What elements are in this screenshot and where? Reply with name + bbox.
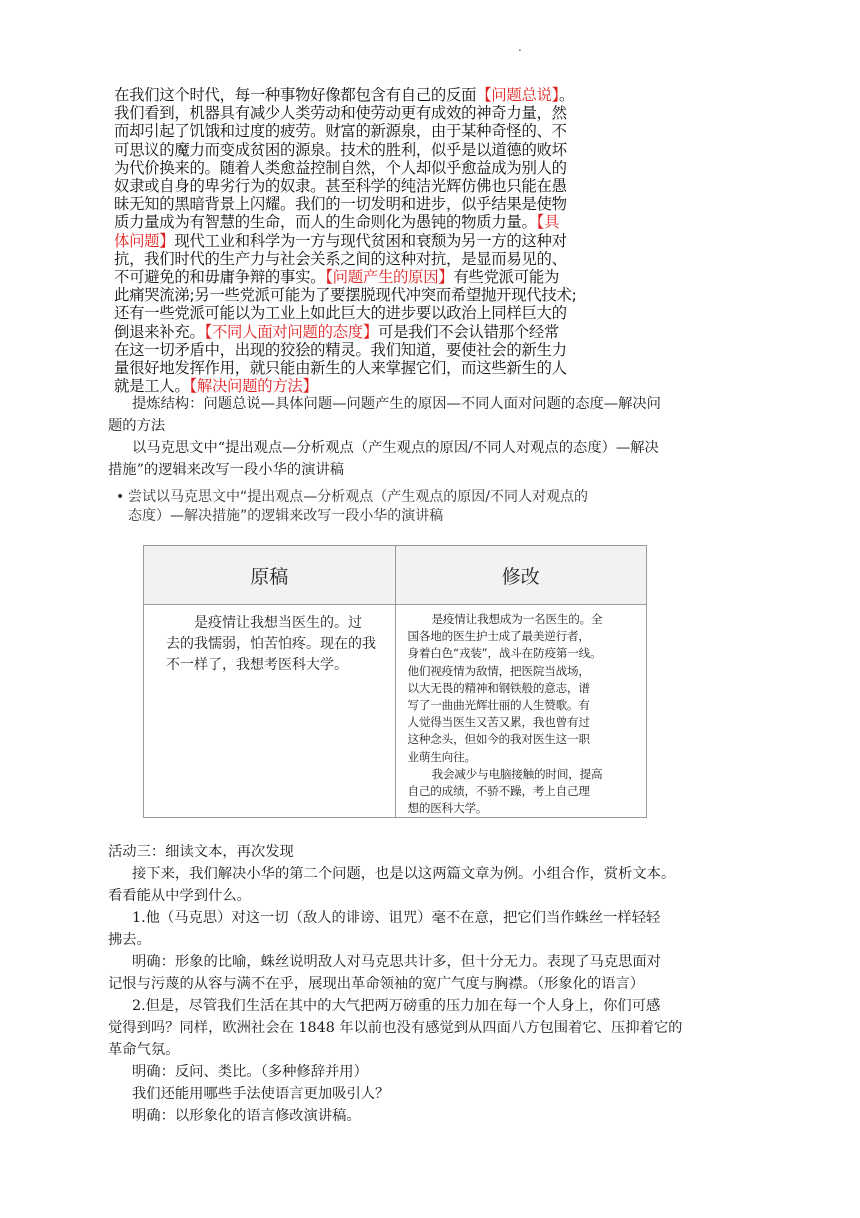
body-line: 接下来，我们解决小华的第二个问题，也是以这两篇文章为例。小组合作，赏析文本。 [132, 866, 676, 882]
revision-header: 修改 [395, 546, 647, 605]
excerpt-line [114, 104, 654, 122]
revision-line: 以大无畏的精神和钢铁般的意志，谱 [407, 680, 590, 695]
original-line: 去的我懦弱，怕苦怕疼。现在的我 [166, 636, 376, 652]
answer-1-line: 记恨与污蔑的从容与满不在乎，展现出革命领袖的宽广气度与胸襟。（形象化的语言） [108, 976, 645, 992]
excerpt-text: 我们看到，机器具有减少人类劳动和使劳动更有成效的神奇力量，然 [114, 104, 567, 123]
structure-annotation: 【具 [536, 213, 560, 232]
answer-2-line: 明确：反问、类比。（多种修辞并用） [132, 1064, 368, 1080]
header-mark: . [518, 40, 522, 54]
question-3-line: 我们还能用哪些手法使语言更加吸引人？ [132, 1086, 390, 1102]
question-2-line: 觉得到吗？同样，欧洲社会在 1848 年以前也没有感觉到从四面八方包围着它、压抑着它的 [108, 1020, 683, 1036]
revision-line: 他们视疫情为敌情，把医院当战场， [407, 663, 590, 678]
excerpt-line [114, 323, 654, 341]
excerpt-text: 在我们这个时代，每一种事物好像都包含有自己的反面 [114, 86, 477, 104]
excerpt-line [114, 359, 654, 377]
task-line-1: 以马克思文中“提出观点—分析观点（产生观点的原因/不同人对观点的态度）—解决 [132, 440, 659, 456]
excerpt-text: 量很好地发挥作用，就只能由新生的人来掌握它们，而这些新生的人 [114, 359, 567, 378]
excerpt-text: 不可避免的和毋庸争辩的事实。 [114, 268, 326, 287]
excerpt-text: 就是工人。 [114, 377, 190, 396]
question-2-line: 2.但是，尽管我们生活在其中的大气把两万磅重的压力加在每一个人身上，你们可感 [132, 998, 661, 1014]
answer-1-line: 明确：形象的比喻，蛛丝说明敌人对马克思共计多，但十分无力。表现了马克思面对 [132, 954, 661, 970]
excerpt-line [114, 195, 654, 213]
excerpt-text: 此痛哭流涕;另一些党派可能为了要摆脱现代冲突而希望抛开现代技术; [114, 286, 577, 305]
structure-annotation: 【问题总说】 [476, 86, 560, 104]
body-line: 看看能从中学到什么。 [108, 888, 251, 904]
excerpt-text: 昧无知的黑暗背景上闪耀。我们的一切发明和进步，似乎结果是使物 [114, 195, 567, 214]
structure-annotation: 体问题】 [114, 231, 175, 250]
activity-3-heading: 活动三：细读文本，再次发现 [108, 844, 294, 860]
question-1-line: 1.他（马克思）对这一切（敌人的诽谤、诅咒）毫不在意，把它们当作蛛丝一样轻轻 [132, 910, 661, 926]
structure-line-1: 提炼结构：问题总说—具体问题—问题产生的原因—不同人面对问题的态度—解决问 [132, 396, 661, 412]
revision-line: 自己的成绩，不骄不躁，考上自己理 [407, 784, 590, 799]
question-1-line: 拂去。 [108, 932, 151, 948]
excerpt-line [114, 177, 654, 195]
answer-3-line: 明确：以形象化的语言修改演讲稿。 [132, 1108, 361, 1124]
excerpt-text: 倒退来补充。 [114, 322, 205, 341]
revision-line: 写了一曲曲光辉壮丽的人生赞歌。有 [407, 698, 590, 713]
excerpt-line [114, 304, 654, 322]
slide-bullet-text: 尝试以马克思文中“提出观点—分析观点（产生观点的原因/不同人对观点的 态度）—解决措施”的逻辑来改写一段小华的演讲稿 [128, 489, 588, 524]
excerpt-text: 抗，我们时代的生产力与社会关系之间的这种对抗，是显而易见的、 [114, 249, 567, 268]
task-line-2: 措施”的逻辑来改写一段小华的演讲稿 [108, 462, 345, 478]
excerpt-text: 奴隶或自身的卑劣行为的奴隶。甚至科学的纯洁光辉仿佛也只能在愚 [114, 177, 567, 196]
excerpt-line [114, 141, 654, 159]
revision-line: 想的医科大学。 [407, 801, 488, 816]
excerpt-line [114, 232, 654, 250]
excerpt-line [114, 268, 654, 286]
excerpt-text: 。 [559, 86, 575, 104]
revision-line: 我会减少与电脑接触的时间，提高 [431, 766, 603, 781]
slide-bullet-instruction [116, 488, 676, 526]
excerpt-text: 现代工业和科学为一方与现代贫困和衰颓为另一方的这种对 [174, 231, 567, 250]
revision-cell [395, 605, 647, 818]
excerpt-line [114, 250, 654, 268]
marx-speech-excerpt-image [114, 86, 654, 395]
revision-line: 国各地的医生护士成了最美逆行者， [407, 629, 590, 644]
structure-line-2: 题的方法 [108, 418, 166, 434]
bullet-dot: • [116, 489, 125, 505]
excerpt-text: 为代价换来的。随着人类愈益控制自然，个人却似乎愈益成为别人的 [114, 158, 567, 177]
excerpt-line [114, 213, 654, 231]
excerpt-text: 可是我们不会认错那个经常 [377, 322, 560, 341]
structure-annotation: 【不同人面对问题的态度】 [204, 322, 378, 341]
original-line: 是疫情让我想当医生的。过 [194, 615, 362, 631]
revision-line: 身着白色“戎装”，战斗在防疫第一线。 [407, 646, 602, 661]
excerpt-text: 而却引起了饥饿和过度的疲劳。财富的新源泉，由于某种奇怪的、不 [114, 122, 567, 141]
excerpt-text: 有些党派可能为 [453, 268, 560, 287]
excerpt-line [114, 159, 654, 177]
excerpt-text: 还有一些党派可能以为工业上如此巨大的进步要以政治上同样巨大的 [114, 304, 567, 323]
original-header: 原稿 [144, 546, 396, 605]
revision-line: 是疫情让我想成为一名医生的。全 [431, 612, 603, 626]
structure-annotation: 【解决问题的方法】 [189, 377, 318, 396]
comparison-table [143, 545, 647, 818]
original-line: 不一样了，我想考医科大学。 [166, 657, 348, 673]
excerpt-text: 可思议的魔力而变成贫困的源泉。技术的胜利，似乎是以道德的败坏 [114, 140, 567, 159]
revision-line: 这种念头，但如今的我对医生这一职 [407, 732, 590, 747]
question-2-line: 革命气氛。 [108, 1042, 180, 1058]
excerpt-line [114, 341, 654, 359]
excerpt-text: 质力量成为有智慧的生命，而人的生命则化为愚钝的物质力量。 [114, 213, 537, 232]
excerpt-line [114, 122, 654, 140]
revision-line: 业萌生向往。 [407, 749, 476, 764]
excerpt-text: 在这一切矛盾中，出现的狡狯的精灵。我们知道，要使社会的新生力 [114, 340, 567, 359]
excerpt-line [114, 86, 654, 104]
structure-annotation: 【问题产生的原因】 [325, 268, 454, 287]
original-cell [144, 605, 396, 818]
excerpt-line [114, 286, 654, 304]
revision-line: 人觉得当医生又苦又累，我也曾有过 [407, 715, 590, 730]
